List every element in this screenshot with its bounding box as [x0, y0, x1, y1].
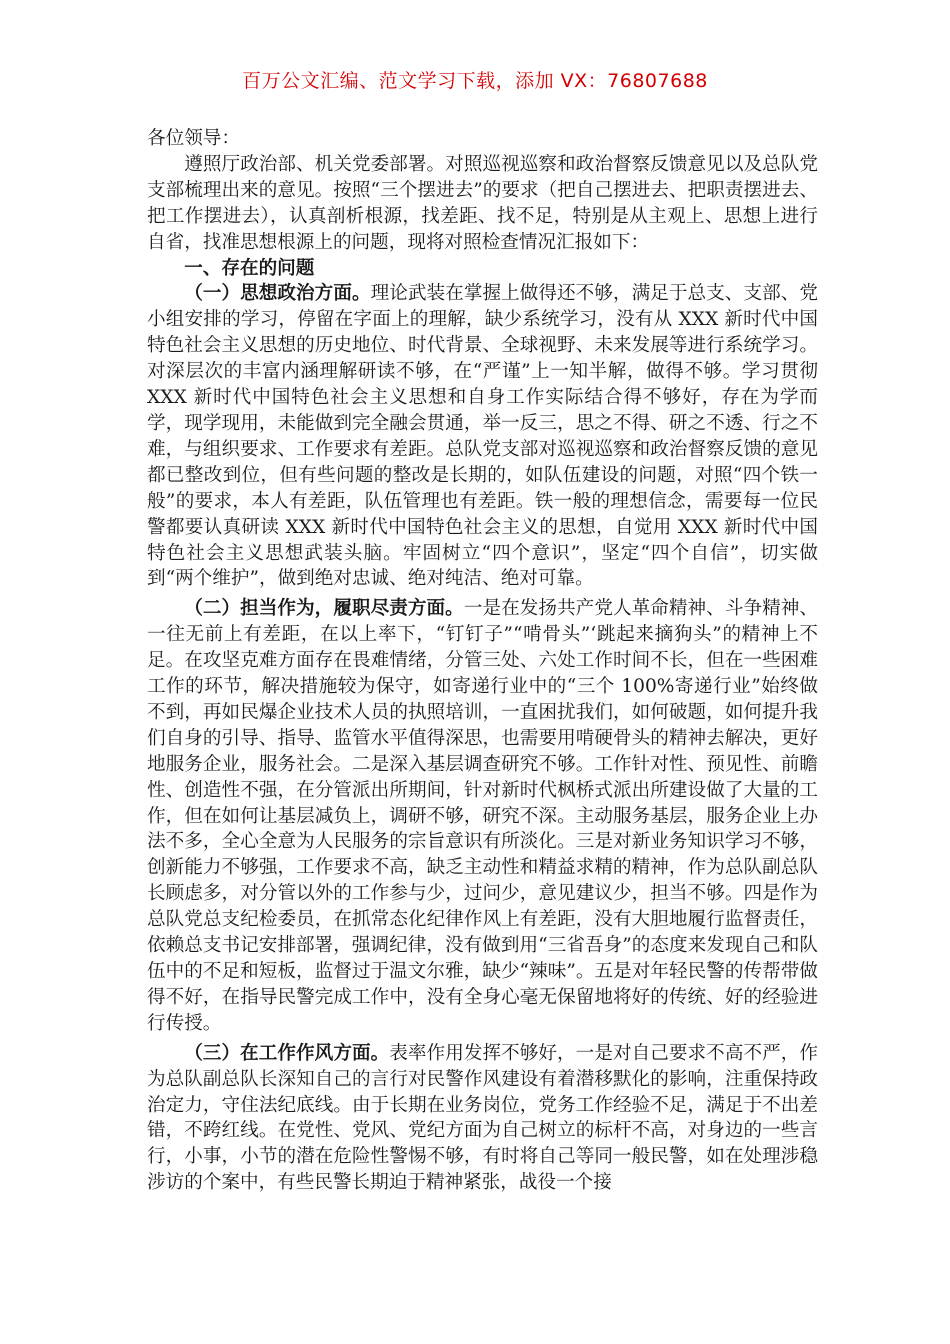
- section-title-3: （三）在工作作风方面。: [184, 1042, 390, 1064]
- section-body-3: 表率作用发挥不够好，一是对自己要求不高不严，作为总队副总队长深知自己的言行对民警作风建设有着潜移默化的影响，注重保持政治定力，守住法纪底线。由于长期在业务岗位，党务工作经验不足，满足于不出差错，不跨红线。在党性、党风、党纪方面为自己树立的标杆不高，对身边的一些言行，小事，小节的潜在危险性警惕不够，有时将自己等同一般民警，如在处理涉稳涉访的个案中，有些民警长期迫于精神紧张，战役一个接: [147, 1042, 818, 1194]
- section-body-1: 理论武装在掌握上做得还不够，满足于总支、支部、党小组安排的学习，停留在字面上的理解，缺少系统学习，没有从 XXX 新时代中国特色社会主义思想的历史地位、时代背景、全球视野、未来发展等进行系统学习。对深层次的丰富内涵理解研读不够，在“严谨”上一知半解，做得不够。学习贯彻 XXX 新时代中国特色社会主义思想和自身工作实际结合得不够好，存在为学而学，现学现用，未能做到完全融会贯通，举一反三，思之不得、研之不透、行之不难，与组织要求、工作要求有差距。总队党支部对巡视巡察和政治督察反馈的意见都已整改到位，但有些问题的整改是长期的，如队伍建设的问题，对照“四个铁一般”的要求，本人有差距，队伍管理也有差距。铁一般的理想信念，需要每一位民警都要认真研读 XXX 新时代中国特色社会主义的思想，自觉用 XXX 新时代中国特色社会主义思想武装头脑。牢固树立“四个意识”，坚定“四个自信”，切实做到“两个维护”，做到绝对忠诚、绝对纯洁、绝对可靠。: [147, 283, 818, 590]
- section-paragraph-3: [147, 1041, 818, 1196]
- salutation: 各位领导：: [147, 128, 240, 149]
- section-title-1: （一）思想政治方面。: [184, 283, 371, 305]
- section-heading: 一、存在的问题: [184, 257, 315, 279]
- section-body-2: 一是在发扬共产党人革命精神、斗争精神、一往无前上有差距，在以上率下，“钉钉子”“啃骨头”‘跳起来摘狗头”的精神上不足。在攻坚克难方面存在畏难情绪，分管三处、六处工作时间不长，但在一些困难工作的环节，解决措施较为保守，如寄递行业中的“三个 100%寄递行业”始终做不到，再如民爆企业技术人员的执照培训，一直困扰我们，如何破题，如何提升我们自身的引导、指导、监管水平值得深思，也需要用啃硬骨头的精神去解决，更好地服务企业，服务社会。二是深入基层调查研究不够。工作针对性、预见性、前瞻性、创造性不强，在分管派出所期间，针对新时代枫桥式派出所建设做了大量的工作，但在如何让基层减负上，调研不够，研究不深。主动服务基层，服务企业上办法不多，全心全意为人民服务的宗旨意识有所淡化。三是对新业务知识学习不够，创新能力不够强，工作要求不高，缺乏主动性和精益求精的精神，作为总队副总队长顾虑多，对分管以外的工作参与少，过问少，意见建议少，担当不够。四是作为总队党总支纪检委员，在抓常态化纪律作风上有差距，没有大胆地履行监督责任，依赖总支书记安排部署，强调纪律，没有做到用“三省吾身”的态度来发现自己和队伍中的不足和短板，监督过于温文尔雅，缺少“辣味”。五是对年轻民警的传帮带做得不好，在指导民警完成工作中，没有全身心毫无保留地将好的传统、好的经验进行传授。: [147, 598, 818, 1034]
- promo-banner: 百万公文汇编、范文学习下载，添加 VX：76807688: [242, 70, 708, 92]
- intro-paragraph: 遵照厅政治部、机关党委部署。对照巡视巡察和政治督察反馈意见以及总队党支部梳理出来的意见。按照“三个摆进去”的要求（把自己摆进去、把职责摆进去、把工作摆进去），认真剖析根源，找差距、找不足，特别是从主观上、思想上进行自省，找准思想根源上的问题，现将对照检查情况汇报如下：: [147, 153, 818, 253]
- section-paragraph-2: [147, 596, 818, 1036]
- section-title-2: （二）担当作为，履职尽责方面。: [184, 598, 464, 620]
- document-body: [147, 126, 818, 1196]
- section-paragraph-1: [147, 281, 818, 592]
